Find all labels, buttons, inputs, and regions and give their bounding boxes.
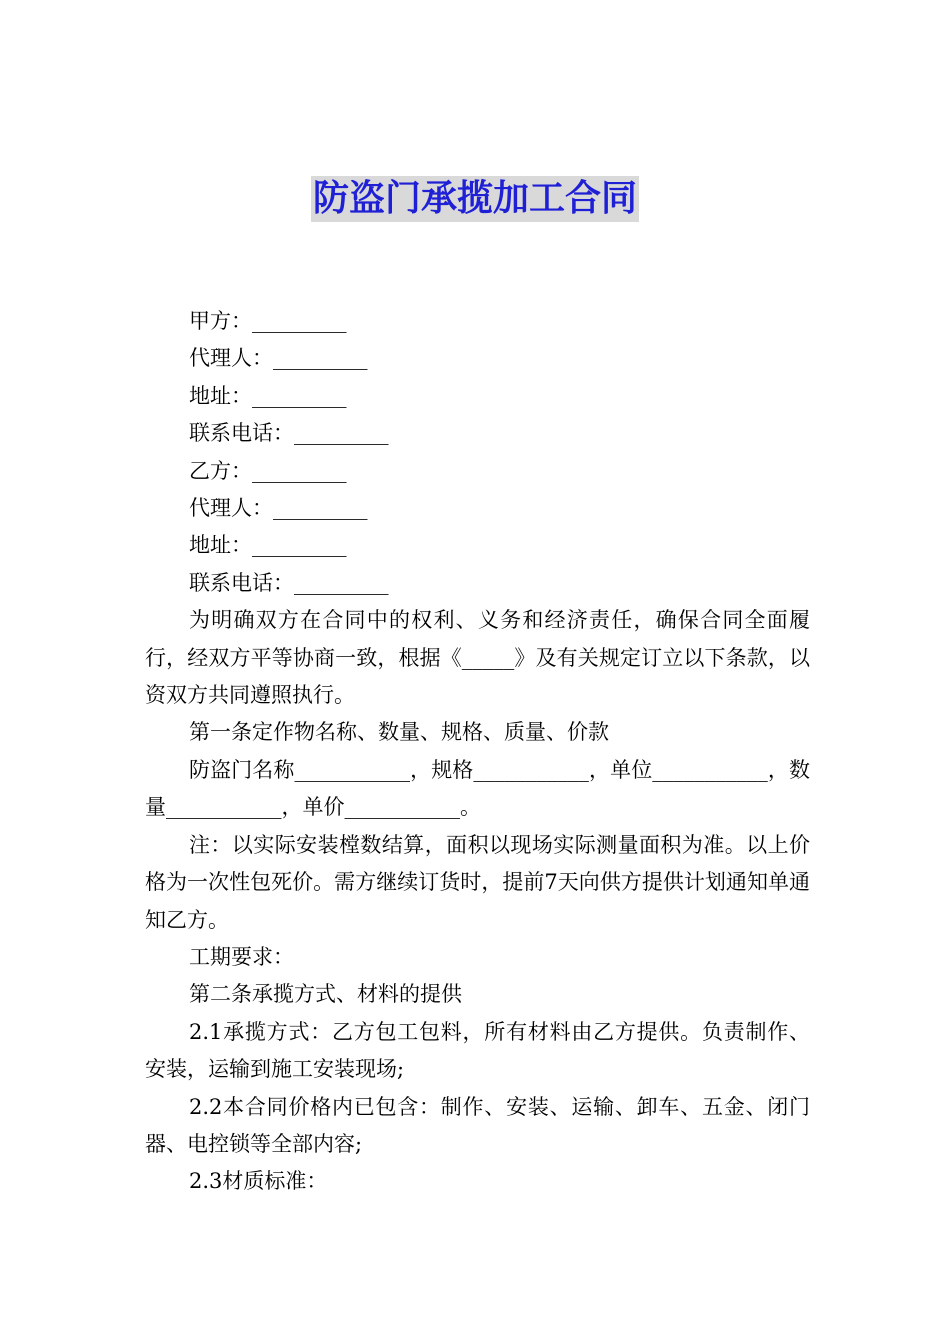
note-paragraph: 注：以实际安装樘数结算，面积以现场实际测量面积为准。以上价格为一次性包死价。需方继续订货时，提前7天向供方提供计划通知单通知乙方。 [145,832,810,932]
document-body [145,303,810,1201]
clause-2-2: 2.2本合同价格内已包含：制作、安装、运输、卸车、五金、闭门器、电控锁等全部内容; [145,1094,810,1156]
party-b-address-line: 地址：_________ [189,533,347,558]
title-container [0,176,950,222]
party-a-line: 甲方：_________ [189,309,347,333]
party-b-phone-line: 联系电话：_________ [189,570,389,595]
party-a-address-line: 地址：_________ [189,383,347,408]
article-1-heading: 第一条定作物名称、数量、规格、质量、价款 [189,720,609,745]
party-a-agent-line: 代理人：_________ [189,346,368,371]
schedule-requirement-line: 工期要求： [189,944,294,969]
party-b-agent-line: 代理人：_________ [189,496,368,521]
preamble-paragraph: 为明确双方在合同中的权利、义务和经济责任，确保合同全面履行，经双方平等协商一致，根据《_____》及有关规定订立以下条款，以资双方共同遵照执行。 [145,608,810,708]
clause-2-3: 2.3材质标准： [189,1169,328,1194]
document-title: 防盗门承揽加工合同 [311,176,639,222]
article-2-heading: 第二条承揽方式、材料的提供 [189,982,462,1007]
product-spec-paragraph: 防盗门名称___________，规格___________，单位___________，数量___________，单价___________。 [145,757,810,820]
party-b-line: 乙方：_________ [189,458,347,483]
clause-2-1: 2.1承揽方式：乙方包工包料，所有材料由乙方提供。负责制作、安装，运输到施工安装现场; [145,1019,810,1082]
party-a-phone-line: 联系电话：_________ [189,421,389,446]
